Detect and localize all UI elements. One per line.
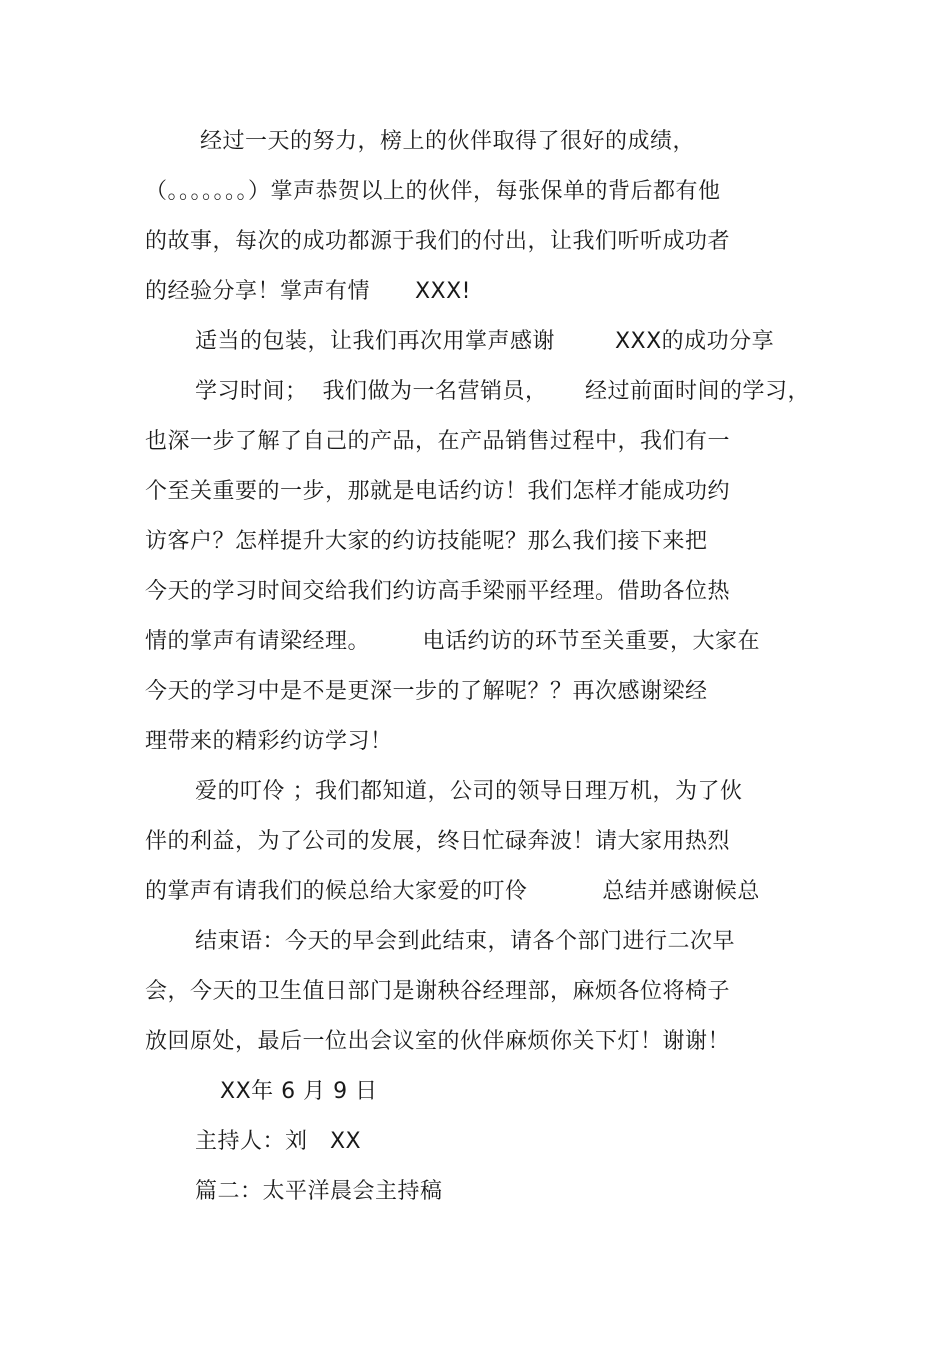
text-line-14: 爱的叮伶 ；我们都知道，公司的领导日理万机，为了伙 bbox=[195, 779, 743, 804]
text-line-7: 也深一步了解了自己的产品，在产品销售过程中，我们有一 bbox=[145, 429, 731, 454]
text-line-2: （。。。。。。。）掌声恭贺以上的伙伴，每张保单的背后都有他 bbox=[145, 179, 721, 204]
text-line-17: 结束语：今天的早会到此结束，请各个部门进行二次早 bbox=[195, 929, 736, 954]
text-line-15: 伴的利益，为了公司的发展，终日忙碌奔波！请大家用热烈 bbox=[145, 829, 731, 854]
text-line-3: 的故事，每次的成功都源于我们的付出，让我们听听成功者 bbox=[145, 229, 731, 254]
date-line: XX年 6 月 9 日 bbox=[220, 1079, 378, 1104]
section-heading: 篇二：太平洋晨会主持稿 bbox=[195, 1179, 443, 1204]
text-line-6: 学习时间； 我们做为一名营销员， 经过前面时间的学习， bbox=[195, 379, 810, 404]
text-line-5: 适当的包装，让我们再次用掌声感谢 XXX的成功分享 bbox=[195, 329, 775, 354]
text-line-11: 情的掌声有请梁经理。 电话约访的环节至关重要，大家在 bbox=[145, 629, 760, 654]
text-line-18: 会，今天的卫生值日部门是谢秧谷经理部，麻烦各位将椅子 bbox=[145, 979, 731, 1004]
text-line-12: 今天的学习中是不是更深一步的了解呢？？再次感谢梁经 bbox=[145, 679, 708, 704]
text-line-16: 的掌声有请我们的候总给大家爱的叮伶 总结并感谢候总 bbox=[145, 879, 760, 904]
text-line-10: 今天的学习时间交给我们约访高手梁丽平经理。借助各位热 bbox=[145, 579, 731, 604]
host-line: 主持人：刘 XX bbox=[195, 1129, 362, 1154]
text-line-9: 访客户？怎样提升大家的约访技能呢？那么我们接下来把 bbox=[145, 529, 708, 554]
text-line-1: 经过一天的努力，榜上的伙伴取得了很好的成绩， bbox=[200, 129, 696, 154]
text-line-13: 理带来的精彩约访学习！ bbox=[145, 729, 393, 754]
text-line-4: 的经验分享！掌声有情 XXX! bbox=[145, 279, 471, 304]
text-line-19: 放回原处，最后一位出会议室的伙伴麻烦你关下灯！谢谢！ bbox=[145, 1029, 731, 1054]
text-line-8: 个至关重要的一步，那就是电话约访！我们怎样才能成功约 bbox=[145, 479, 731, 504]
